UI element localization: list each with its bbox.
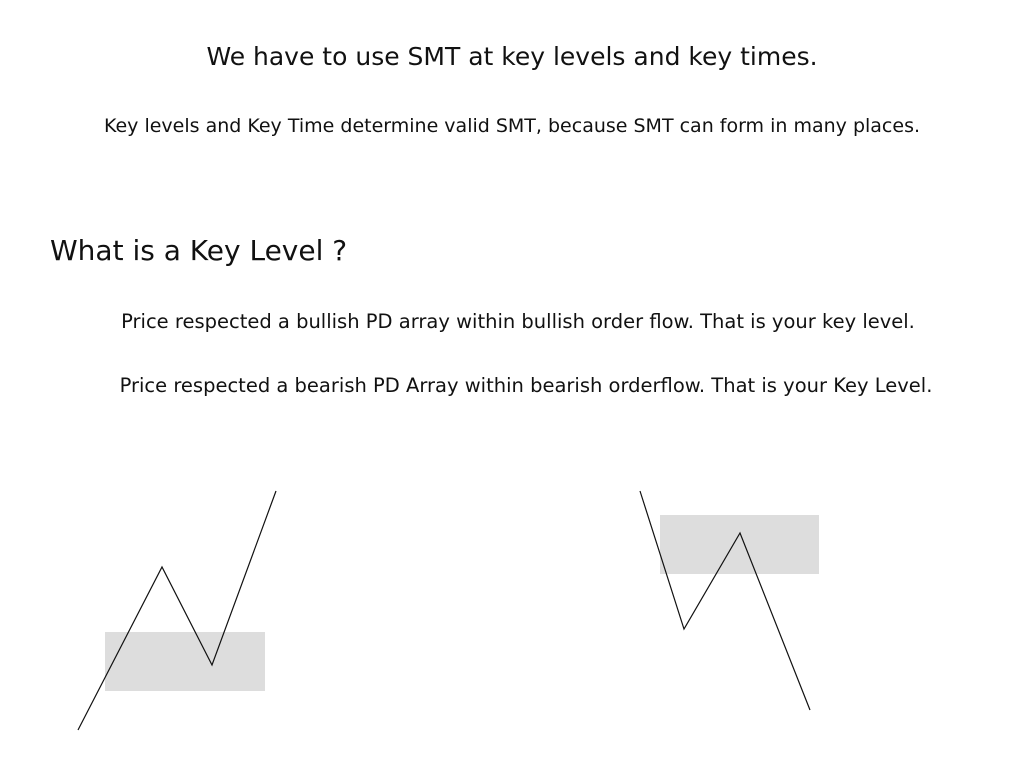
bullish-key-level-definition: Price respected a bullish PD array within bullish order flow. That is your key level.: [121, 310, 915, 333]
section-heading: What is a Key Level ?: [50, 234, 348, 267]
bullish-diagram: [78, 491, 276, 730]
bullish-price-path: [78, 491, 276, 730]
bullish-pd-array-zone: [105, 632, 265, 691]
intro-text: Key levels and Key Time determine valid SMT, because SMT can form in many places.: [103, 115, 921, 137]
bearish-diagram: [640, 491, 819, 710]
bearish-key-level-definition: Price respected a bearish PD Array within bearish orderflow. That is your Key Level.: [119, 374, 933, 397]
page-title: We have to use SMT at key levels and key times.: [206, 42, 818, 71]
bearish-pd-array-zone: [660, 515, 819, 574]
